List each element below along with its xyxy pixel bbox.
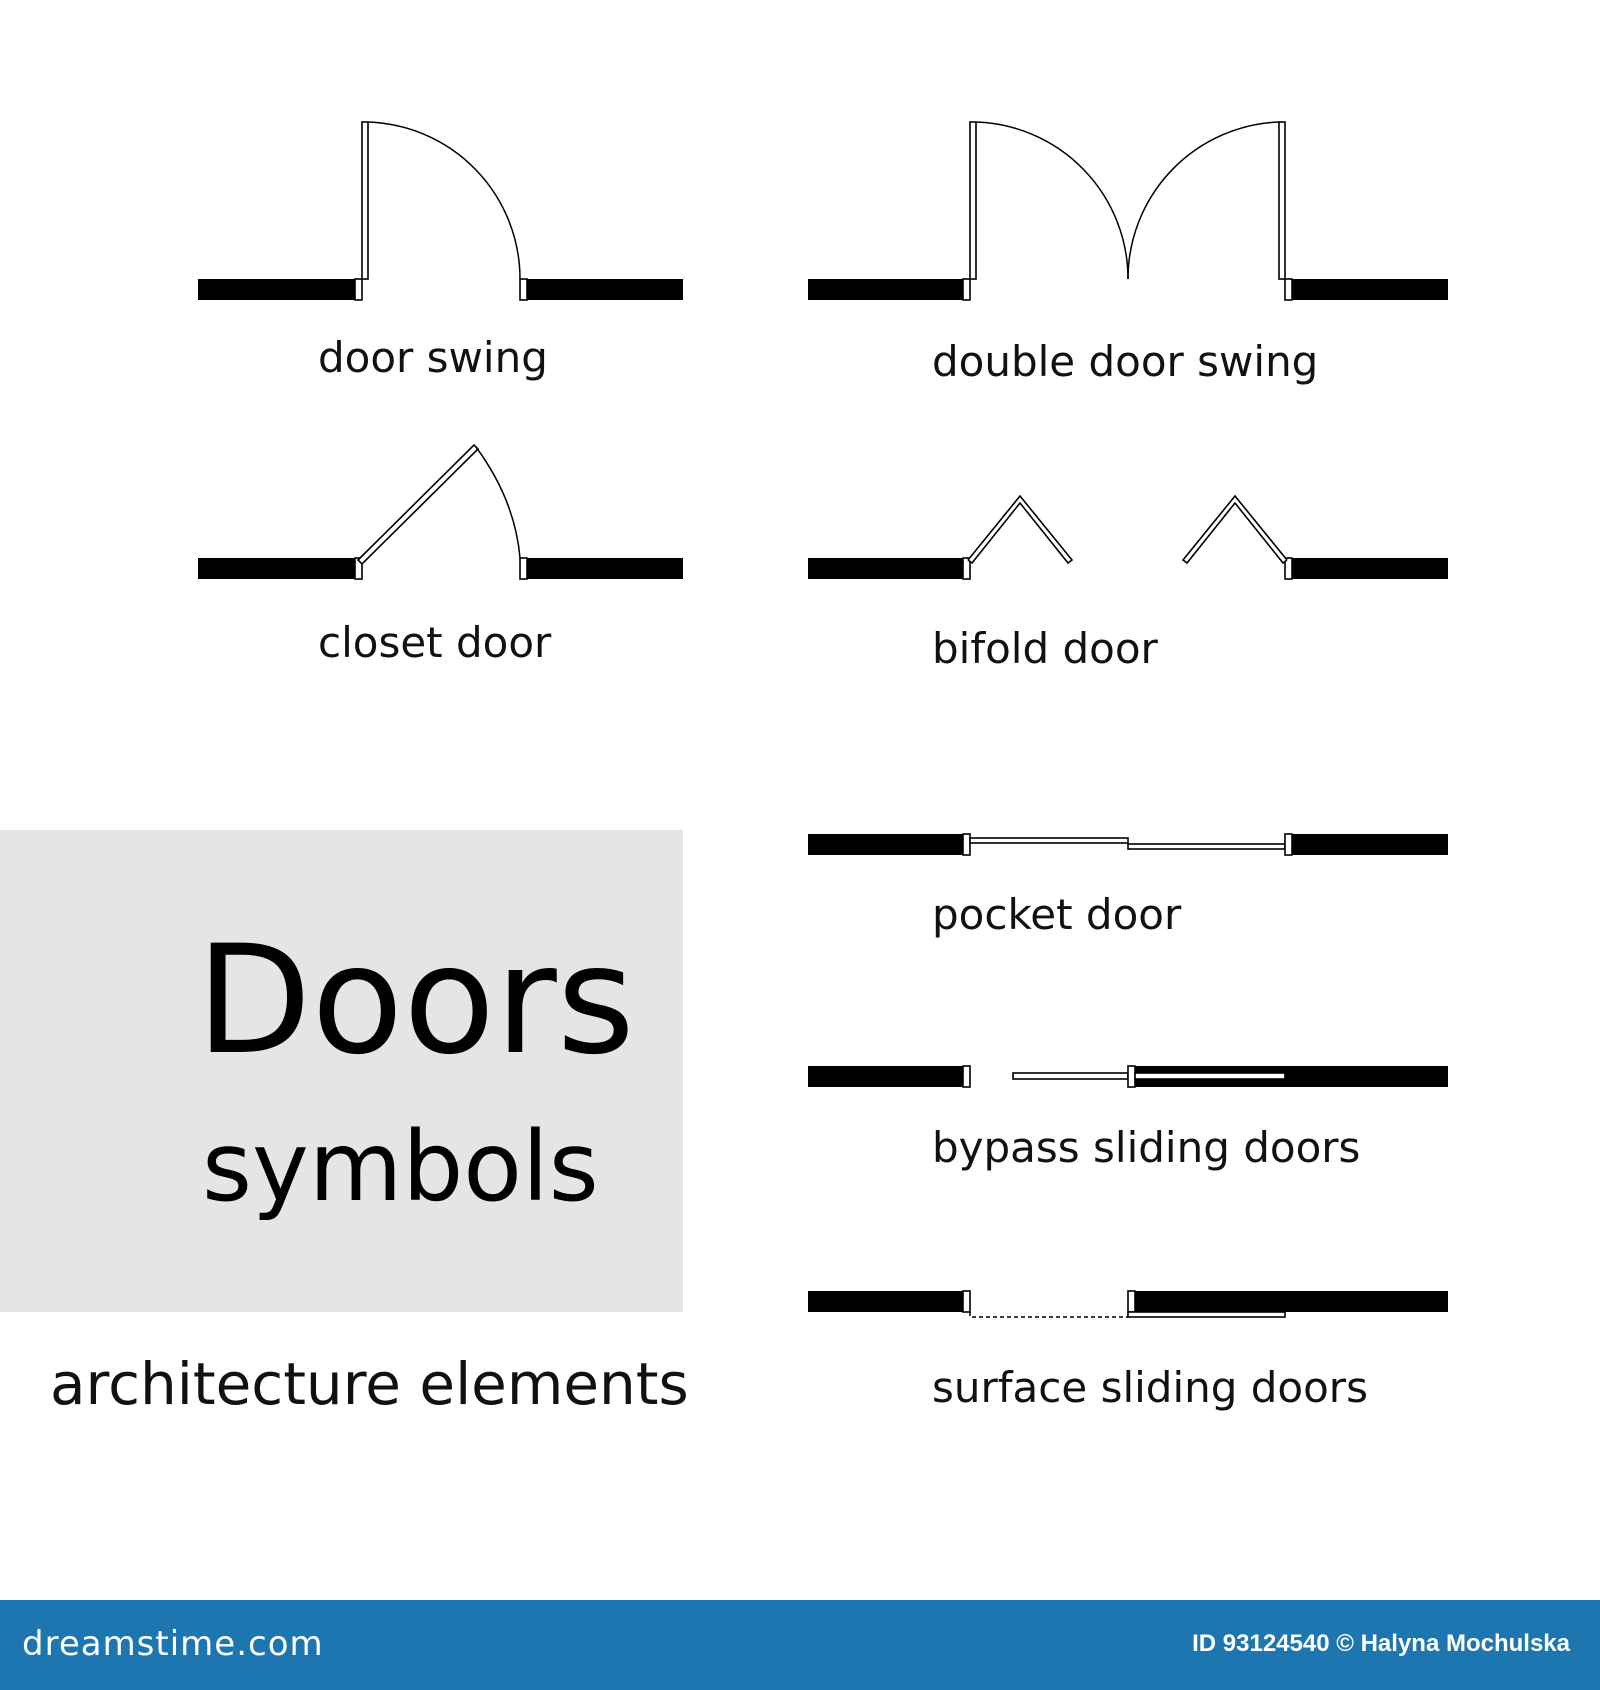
jamb-left — [963, 279, 970, 300]
sliding-leaf-exposed — [1013, 1073, 1128, 1079]
door-leaf-right — [1279, 122, 1285, 279]
swing-arc — [476, 447, 520, 558]
slide-path-dashed — [970, 1312, 1128, 1317]
swing-arc — [368, 122, 520, 279]
wall-left — [808, 834, 963, 855]
swing-arc-left — [976, 122, 1128, 279]
jamb-left — [355, 279, 362, 300]
surface-sliding-doors-symbol — [808, 1291, 1448, 1317]
footer-credit: ID 93124540 © Halyna Mochulska — [1192, 1630, 1570, 1657]
pocket-leaf-right — [1128, 844, 1285, 849]
pocket-door-symbol — [808, 834, 1448, 855]
jamb-right — [1285, 834, 1292, 855]
sliding-leaf-hidden — [1135, 1073, 1285, 1079]
label-pocket-door: pocket door — [932, 890, 1182, 939]
label-surface-sliding-doors: surface sliding doors — [932, 1363, 1368, 1412]
jamb-right — [1285, 279, 1292, 300]
label-bifold-door: bifold door — [932, 624, 1158, 673]
wall-right — [527, 279, 683, 300]
title-secondary: symbols — [202, 1111, 599, 1223]
label-door-swing: door swing — [318, 333, 548, 382]
door-leaf — [358, 445, 478, 564]
wall-right — [1135, 1291, 1448, 1312]
wall-left — [808, 558, 963, 579]
door-swing-symbol — [198, 122, 683, 300]
sliding-leaf — [1128, 1312, 1285, 1317]
double-door-swing-symbol — [808, 122, 1448, 300]
door-leaf — [362, 122, 368, 279]
bifold-leaf-right — [1183, 496, 1287, 563]
closet-door-symbol — [198, 445, 683, 579]
wall-left — [198, 558, 355, 579]
label-bypass-sliding-doors: bypass sliding doors — [932, 1123, 1361, 1172]
title-main: Doors — [196, 914, 635, 1088]
wall-right — [1292, 558, 1448, 579]
footer-logo[interactable]: dreamstime.com — [22, 1624, 324, 1664]
bypass-sliding-doors-symbol — [808, 1066, 1448, 1087]
jamb-right — [520, 558, 527, 579]
swing-arc-right — [1128, 122, 1279, 279]
bifold-door-symbol — [808, 496, 1448, 579]
bifold-leaf-left — [968, 496, 1072, 563]
wall-left — [808, 1066, 963, 1087]
jamb-right — [520, 279, 527, 300]
wall-left — [808, 1291, 963, 1312]
pocket-leaf-left — [970, 838, 1128, 843]
subtitle: architecture elements — [50, 1350, 689, 1418]
jamb-right — [1128, 1066, 1135, 1087]
label-closet-door: closet door — [318, 618, 552, 667]
wall-left — [198, 279, 355, 300]
jamb-left — [963, 1291, 970, 1312]
jamb-left — [963, 834, 970, 855]
wall-right — [527, 558, 683, 579]
jamb-left — [963, 1066, 970, 1087]
wall-right — [1292, 279, 1448, 300]
wall-right — [1292, 834, 1448, 855]
jamb-right — [1128, 1291, 1135, 1312]
footer-bar — [0, 1600, 1600, 1690]
label-double-door-swing: double door swing — [932, 337, 1319, 386]
wall-left — [808, 279, 963, 300]
door-leaf-left — [970, 122, 976, 279]
